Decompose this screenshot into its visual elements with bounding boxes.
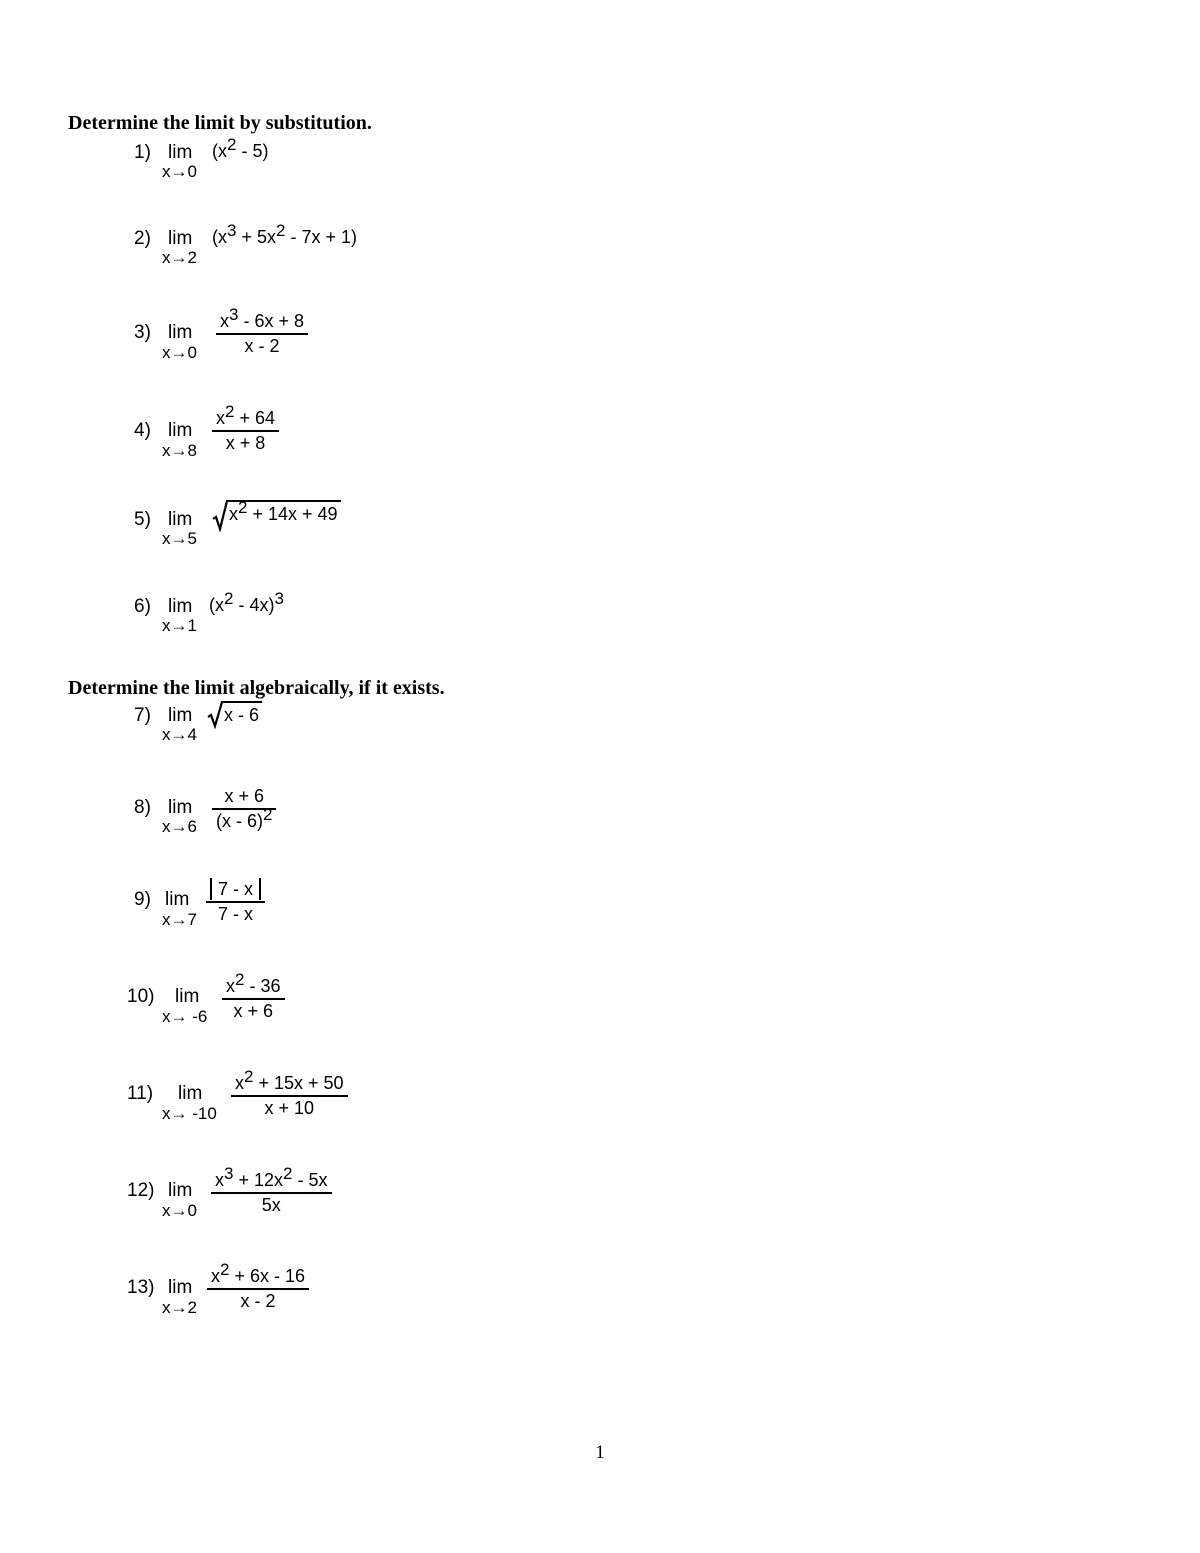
radical-sign-icon bbox=[212, 500, 228, 532]
fraction bbox=[207, 1260, 309, 1312]
lim-approach: x→5 bbox=[162, 529, 197, 548]
numerator: $x^2 + 6x - 16$ bbox=[211, 1260, 306, 1286]
denominator: x - 2 bbox=[244, 336, 280, 356]
fraction bbox=[206, 878, 265, 925]
numerator: $x^3 + 12x^2 - 5x$ bbox=[215, 1164, 328, 1190]
lim-label: lim bbox=[168, 596, 193, 617]
problem-number: 3) bbox=[134, 322, 151, 343]
lim-label: lim bbox=[168, 797, 193, 818]
lim-approach: x→ -10 bbox=[162, 1104, 217, 1123]
problem-number: 6) bbox=[134, 596, 151, 617]
problem-number: 9) bbox=[134, 889, 151, 910]
fraction bbox=[212, 785, 276, 832]
lim-label: lim bbox=[168, 509, 193, 530]
lim-label: lim bbox=[175, 986, 200, 1007]
lim-label: lim bbox=[168, 322, 193, 343]
fraction bbox=[222, 970, 285, 1022]
denominator: 5x bbox=[261, 1195, 281, 1215]
lim-approach: x→1 bbox=[162, 616, 197, 635]
fraction bbox=[212, 402, 279, 454]
numerator: $x^2 + 15x + 50$ bbox=[235, 1067, 344, 1093]
lim-approach: x→0 bbox=[162, 162, 197, 181]
lim-approach: x→0 bbox=[162, 1201, 197, 1220]
page-number: 1 bbox=[595, 1442, 605, 1463]
problem-number: 2) bbox=[134, 228, 151, 249]
section-heading-algebraic: Determine the limit algebraically, if it exists. bbox=[68, 677, 445, 699]
denominator: x + 6 bbox=[233, 1001, 274, 1021]
problem-number: 10) bbox=[127, 986, 155, 1007]
numerator: $x^2 - 36$ bbox=[226, 970, 281, 996]
lim-label: lim bbox=[168, 1277, 193, 1298]
numerator: x + 6 bbox=[224, 786, 264, 806]
problem-number: 11) bbox=[127, 1083, 154, 1104]
problem-number: 4) bbox=[134, 420, 151, 441]
lim-label: lim bbox=[168, 1180, 193, 1201]
lim-approach: x→7 bbox=[162, 910, 197, 929]
problem-number: 8) bbox=[134, 797, 151, 818]
limit-expression: $(x^2 - 5)$ bbox=[212, 135, 269, 161]
radical-sign-icon bbox=[207, 701, 223, 729]
denominator: x + 8 bbox=[225, 433, 266, 453]
denominator: (x - 6)$^2$ bbox=[216, 805, 273, 831]
denominator: x - 2 bbox=[240, 1291, 276, 1311]
numerator: $x^3 - 6x + 8$ bbox=[220, 305, 304, 331]
lim-approach: x→2 bbox=[162, 248, 197, 267]
lim-label: lim bbox=[168, 228, 193, 249]
problem-number: 7) bbox=[134, 705, 151, 726]
square-root bbox=[212, 500, 341, 532]
fraction bbox=[216, 305, 308, 357]
problem-number: 13) bbox=[127, 1277, 155, 1298]
lim-approach: x→ -6 bbox=[162, 1007, 208, 1026]
problem-number: 12) bbox=[127, 1180, 155, 1201]
square-root bbox=[207, 701, 262, 729]
lim-label: lim bbox=[165, 889, 190, 910]
absolute-value: 7 - x bbox=[210, 878, 261, 900]
lim-label: lim bbox=[178, 1083, 203, 1104]
radicand: $x^2 + 14x + 49$ bbox=[228, 500, 341, 525]
lim-label: lim bbox=[168, 142, 193, 163]
fraction bbox=[211, 1164, 332, 1216]
problem-number: 5) bbox=[134, 509, 151, 530]
lim-approach: x→0 bbox=[162, 343, 197, 362]
lim-approach: x→6 bbox=[162, 817, 197, 836]
lim-label: lim bbox=[168, 705, 193, 726]
radicand: x - 6 bbox=[223, 701, 262, 726]
fraction bbox=[231, 1067, 348, 1119]
numerator bbox=[206, 878, 265, 901]
lim-approach: x→8 bbox=[162, 441, 197, 460]
limit-expression: $(x^3 + 5x^2 - 7x + 1)$ bbox=[212, 221, 357, 247]
lim-approach: x→4 bbox=[162, 725, 197, 744]
lim-approach: x→2 bbox=[162, 1298, 197, 1317]
limit-expression: $(x^2 - 4x)^3$ bbox=[209, 589, 284, 615]
denominator: 7 - x bbox=[218, 904, 254, 924]
lim-label: lim bbox=[168, 420, 193, 441]
denominator: x + 10 bbox=[264, 1098, 315, 1118]
section-heading-substitution: Determine the limit by substitution. bbox=[68, 112, 372, 134]
problem-number: 1) bbox=[134, 142, 151, 163]
numerator: $x^2 + 64$ bbox=[216, 402, 276, 428]
